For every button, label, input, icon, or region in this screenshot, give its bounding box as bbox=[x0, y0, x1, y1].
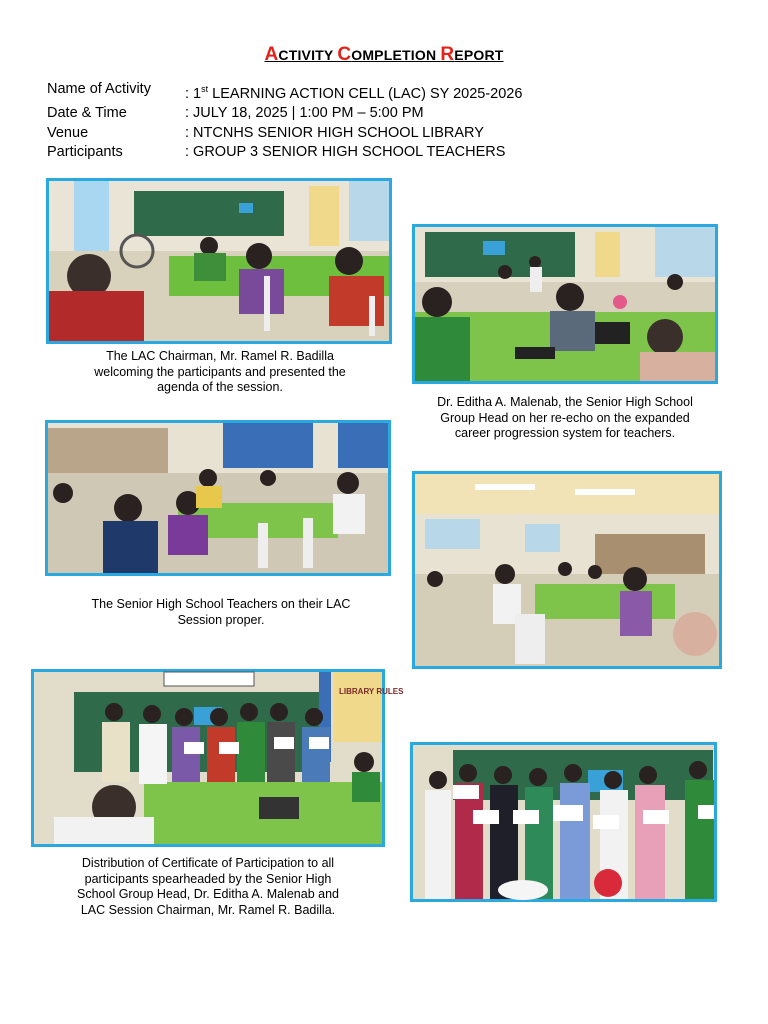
venue-label: Venue bbox=[47, 124, 89, 141]
photo-certificate-distribution-1 bbox=[31, 669, 404, 847]
date-value: : JULY 18, 2025 | 1:00 PM – 5:00 PM bbox=[185, 105, 424, 122]
activity-row bbox=[47, 80, 522, 104]
photo-lac-chairman-welcome bbox=[46, 178, 392, 344]
photo-library-session-wide bbox=[412, 471, 722, 669]
photo-group-head-reecho bbox=[412, 224, 718, 384]
caption-4: Distribution of Certificate of Participation to all participants spearheaded by the Senior High School Group Head, Dr. Editha A. Malenab and LAC Session Chairman, Mr. Ramel R. Badilla. bbox=[77, 856, 339, 917]
venue-row bbox=[47, 124, 522, 144]
participants-value: : GROUP 3 SENIOR HIGH SCHOOL TEACHERS bbox=[185, 144, 506, 161]
participants-label: Participants bbox=[47, 144, 123, 161]
caption-2: Dr. Editha A. Malenab, the Senior High School Group Head on her re-echo on the expanded career progression system for teachers. bbox=[437, 395, 693, 440]
date-row bbox=[47, 104, 522, 124]
report-title: ACTIVITY COMPLETION REPORT bbox=[264, 44, 504, 65]
activity-label: Name of Activity bbox=[47, 81, 151, 97]
venue-value: : NTCNHS SENIOR HIGH SCHOOL LIBRARY bbox=[185, 124, 484, 141]
participants-row bbox=[47, 143, 522, 163]
activity-value: : 1st LEARNING ACTION CELL (LAC) SY 2025-2026 bbox=[185, 84, 523, 102]
photo-lac-session-proper bbox=[45, 420, 391, 576]
library-rules-sign: LIBRARY RULES bbox=[339, 687, 404, 696]
activity-info bbox=[47, 80, 522, 163]
date-label: Date & Time bbox=[47, 105, 127, 122]
photo-certificate-distribution-2 bbox=[410, 742, 717, 902]
caption-1: The LAC Chairman, Mr. Ramel R. Badilla welcoming the participants and presented the agenda of the session. bbox=[94, 349, 346, 394]
caption-3: The Senior High School Teachers on their LAC Session proper. bbox=[91, 597, 351, 627]
